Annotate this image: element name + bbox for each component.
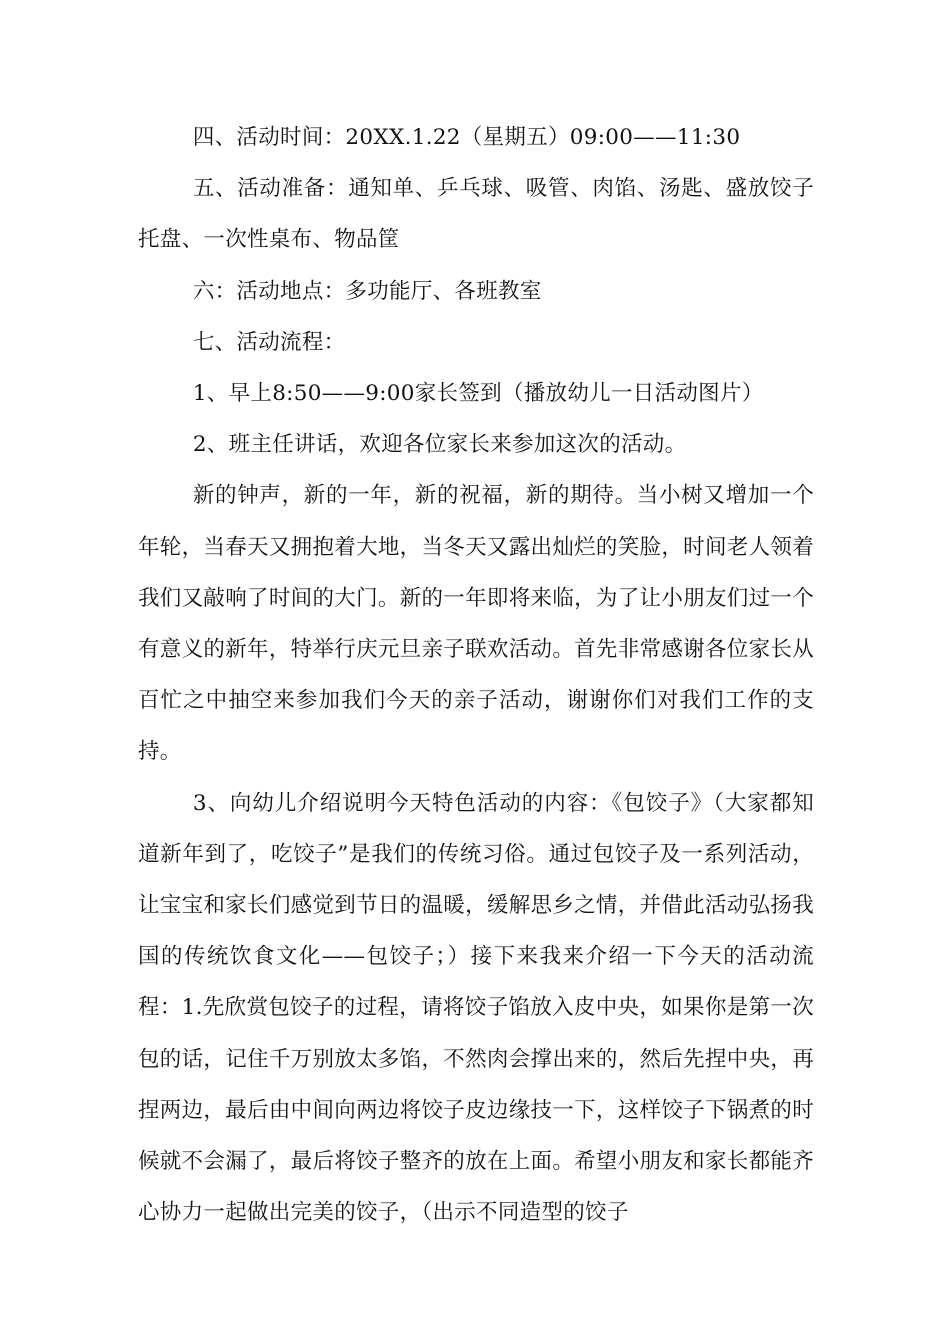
paragraph-step-dumpling-activity: 3、向幼儿介绍说明今天特色活动的内容：《包饺子》（大家都知道新年到了，吃饺子”是我们的传统习俗。通过包饺子及一系列活动，让宝宝和家长们感觉到节日的温暖，缓解思乡之情，并借此活动弘扬我国的传统饮食文化——包饺子；）接下来我来介绍一下今天的活动流程：1.先欣赏包饺子的过程，请将饺子馅放入皮中央，如果你是第一次包的话，记住千万别放太多馅，不然肉会撑出来的，然后先捏中央，再捏两边，最后由中间向两边将饺子皮边缘技一下，这样饺子下锅煮的时候就不会漏了，最后将饺子整齐的放在上面。希望小朋友和家长都能齐心协力一起做出完美的饺子，（出示不同造型的饺子	[138, 790, 814, 1226]
document-page	[138, 112, 814, 1238]
paragraph-step-sign-in: 1、早上8:50——9:00家长签到（播放幼儿一日活动图片）	[192, 381, 764, 407]
paragraph-activity-location: 六：活动地点：多功能厅、各班教室	[192, 278, 542, 304]
paragraph-speech-text: 新的钟声，新的一年，新的祝福，新的期待。当小树又增加一个年轮，当春天又拥抱着大地，当冬天又露出灿烂的笑脸，时间老人领着我们又敲响了时间的大门。新的一年即将来临，为了让小朋友们过一个有意义的新年，特举行庆元旦亲子联欢活动。首先非常感谢各位家长从百忙之中抽空来参加我们今天的亲子活动，谢谢你们对我们工作的支持。	[138, 483, 814, 765]
paragraph-step-teacher-speech: 2、班主任讲话，欢迎各位家长来参加这次的活动。	[192, 432, 687, 458]
paragraph-activity-time: 四、活动时间：20XX.1.22（星期五）09:00——11:30	[192, 125, 741, 150]
paragraph-activity-process-heading: 七、活动流程：	[192, 329, 346, 355]
paragraph-activity-preparation: 五、活动准备：通知单、乒乓球、吸管、肉馅、汤匙、盛放饺子托盘、一次性桌布、物品筐	[138, 176, 814, 253]
